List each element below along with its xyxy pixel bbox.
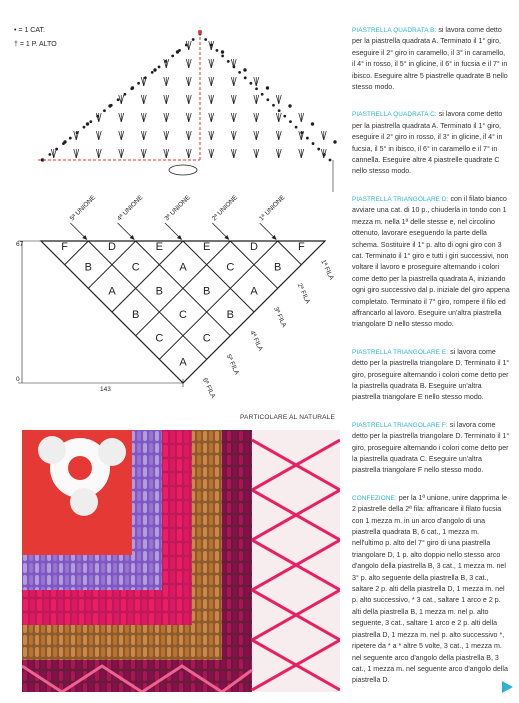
treble-stitch [164, 149, 167, 158]
treble-stitch [96, 149, 99, 158]
edge-chain-dot [210, 44, 212, 46]
treble-stitch [256, 131, 259, 140]
edge-chain-dot [267, 99, 269, 101]
treble-stitch [166, 131, 169, 140]
treble-stitch [279, 131, 282, 140]
heading-triangle-f: PIASTRELLA TRIANGOLARE F: [352, 421, 448, 429]
treble-stitch [186, 59, 189, 68]
treble-stitch [256, 113, 259, 122]
square-label: B [155, 285, 164, 298]
treble-stitch [256, 149, 259, 158]
chain-dot [154, 69, 157, 72]
treble-stitch [144, 113, 147, 122]
body-triangle-e: si lavora come detto per la piastrella triangolare D. Terminato il 1° giro, proseguire alternando i colori come detto per la piastrella quadrata B. Eseguire un'altra piastrella triangolare E nello stesso modo. [352, 347, 510, 402]
treble-stitch [189, 149, 192, 158]
edge-chain-dot [323, 154, 325, 156]
square-label: C [131, 261, 140, 274]
treble-stitch [234, 77, 237, 86]
treble-stitch [324, 131, 327, 140]
chain-dot [334, 141, 337, 144]
edge-chain-dot [256, 88, 258, 90]
photo-white-cluster-2 [98, 438, 126, 466]
instructions-column [352, 25, 510, 703]
treble-stitch [254, 113, 257, 122]
treble-stitch [254, 149, 257, 158]
treble-stitch [189, 113, 192, 122]
treble-stitch [186, 131, 189, 140]
heading-assembly: CONFEZIONE: [352, 494, 397, 502]
edge-chain-dot [222, 55, 224, 57]
edge-chain-dot [56, 148, 58, 150]
treble-stitch [119, 149, 122, 158]
edge-chain-dot [185, 44, 187, 46]
triangle-label: F [61, 241, 69, 253]
square-label: C [179, 309, 187, 321]
treble-stitch [121, 113, 124, 122]
square-label: B [226, 309, 235, 321]
stitch-diagram [8, 20, 343, 195]
union-label: 1ª UNIONE [258, 195, 287, 223]
edge-chain-dot [138, 82, 140, 84]
treble-stitch [211, 149, 214, 158]
treble-stitch [321, 131, 324, 140]
triangle-label: F [297, 241, 305, 253]
treble-stitch [189, 77, 192, 86]
paragraph-assembly [352, 493, 510, 687]
body-square-c: si lavora come detto per la piastrella quadrata A. Terminato il 1° giro, eseguire il 2° giro in rosso, il 3° in glicine, il 4° in fucsia, il 5° in ibisco, il 6° in caramello e il 7° in cannella. Eseguire altre 4 piastrelle quadrate C nello stesso modo. [352, 110, 503, 176]
legend-label-chain: = 1 CAT. [18, 27, 45, 34]
row-label: 3ª FILA [272, 306, 288, 329]
treble-stitch [141, 95, 144, 104]
body-assembly: per la 1ª unione, unire dapprima le 2 piastrelle della 2ª fila: affrancare il filato fucsia con 1 mezza m. in un arco d'angolo di una piastrella quadrata B, 6 cat., 1 mezza m. nell'ultimo p. alto del 7° giro di una piastrella triangolare D, 1 p. alto doppio nello stesso arco d'angolo della piastrella B, 3 cat., 1 mezza m. nel 3° p. alto seguente della piastrella B, 3 cat., saltare 2 p. alti della piastrella D, 1 mezza m. nel p. alto successivo, * 3 cat., saltare 1 arco e 2 p. alti della piastrella B, 1 mezza m. nel p. alto seguente, 3 cat., saltare 1 arco e 2 p. alti della piastrella D, 1 mezza m. nel p. alto successivo *, ripetere da * a * altre 5 volte, 3 cat., 1 mezza m. nel seguente arco d'angolo della piastrella B, 3 cat., 1 mezza m. nel seguente arco d'angolo della piastrella D. [352, 493, 508, 685]
treble-stitch [99, 131, 102, 140]
treble-stitch [209, 95, 212, 104]
union-label: 5ª UNIONE [68, 195, 98, 223]
body-triangle-f: si lavora come detto per la piastrella triangolare D. Terminato il 1° giro, proseguire alternando i colori come detto per la piastrella quadrata C. Eseguire un'altra piastrella triangolare F nello stesso modo. [352, 420, 510, 475]
treble-stitch [301, 149, 304, 158]
edge-chain-dot [158, 66, 160, 68]
edge-chain-dot [233, 66, 235, 68]
treble-stitch [301, 113, 304, 122]
square-label: B [273, 261, 282, 274]
treble-stitch [209, 77, 212, 86]
edge-chain-dot [117, 99, 119, 101]
heading-square-b: PIASTRELLA QUADRATA B: [352, 27, 437, 34]
treble-stitch [141, 149, 144, 158]
treble-stitch [144, 131, 147, 140]
treble-stitch [99, 149, 102, 158]
treble-stitch [54, 149, 57, 158]
edge-chain-dot [103, 110, 105, 112]
treble-stitch [234, 95, 237, 104]
treble-stitch [234, 149, 237, 158]
treble-stitch [231, 113, 234, 122]
paragraph-triangle-d [352, 194, 510, 331]
treble-stitch [256, 95, 259, 104]
body-square-b: si lavora come detto per la piastrella quadrata A. Terminato il 1° giro, eseguire il 2° giro in caramello, il 3° in caramello, il 4° in rosso, il 5° in glicine, il 6° in fucsia e il 7° in ibisco. Eseguire altre 5 piastrelle quadrate B nello stesso modo. [352, 26, 508, 92]
photo-right-area [252, 430, 340, 692]
edge-chain-dot [110, 104, 112, 106]
edge-chain-dot [49, 154, 51, 156]
treble-stitch [121, 149, 124, 158]
square-label: A [179, 356, 187, 369]
treble-stitch [234, 113, 237, 122]
heading-triangle-d: PIASTRELLA TRIANGOLARE D: [352, 195, 449, 203]
union-label: 3ª UNIONE [163, 195, 192, 223]
edge-chain-dot [144, 77, 146, 79]
chain-dot [266, 87, 269, 90]
treble-stitch [189, 131, 192, 140]
treble-stitch [211, 59, 214, 68]
stitch-diagram-svg [8, 20, 343, 195]
photo-caption: PARTICOLARE AL NATURALE [240, 414, 336, 421]
chain-dot [244, 69, 247, 72]
edge-chain-dot [124, 93, 126, 95]
treble-stitch [299, 113, 302, 122]
treble-symbol: † [14, 41, 18, 48]
chain-dot [86, 123, 89, 126]
row-label: 4ª FILA [248, 329, 264, 353]
edge-chain-dot [179, 49, 181, 51]
legend-label-treble: = 1 P. ALTO [19, 41, 57, 48]
treble-stitch [166, 77, 169, 86]
treble-stitch [76, 149, 79, 158]
triangle-label: E [202, 241, 211, 253]
treble-stitch [209, 113, 212, 122]
dimension-width-label: 143 [100, 386, 111, 393]
starting-ring [169, 165, 197, 175]
treble-stitch [234, 131, 237, 140]
paragraph-triangle-e [352, 347, 510, 404]
treble-stitch [211, 131, 214, 140]
treble-stitch [299, 149, 302, 158]
treble-stitch [121, 95, 124, 104]
treble-stitch [321, 149, 324, 158]
crochet-photo-svg [22, 430, 340, 692]
treble-stitch [144, 149, 147, 158]
treble-stitch [166, 113, 169, 122]
row-label: 2ª FILA [295, 282, 312, 305]
treble-stitch [276, 149, 279, 158]
body-triangle-d: con il filato bianco avviare una cat. di 10 p., chiuderla in tondo con 1 mezza m. nella 1ª delle stesse e, nel circolino ottenuto, lavorare eseguendo la parte della schema. Sostituire il 1° p. alto di ogni giro con 3 cat. Terminato il 1° giro e tutti i giri successivi, non voltare il lavoro e proseguire alternando i colori come detto per la piastrella quadrata A, iniziando ogni giro successivo dal p. iniziale del giro appena completato. Terminato il 7° giro, rompere il filo ed affrancarlo al lavoro. Eseguire un'altra piastrella triangolare D nello stesso modo. [352, 194, 510, 329]
edge-chain-dot [272, 104, 274, 106]
edge-chain-dot [76, 132, 78, 134]
treble-stitch [276, 113, 279, 122]
crochet-photo [22, 430, 340, 692]
triangle-label: D [250, 241, 258, 253]
treble-stitch [256, 77, 259, 86]
dimension-origin-label: 0 [16, 376, 20, 383]
grid-line [88, 241, 206, 359]
treble-stitch [279, 149, 282, 158]
treble-stitch [279, 113, 282, 122]
triangle-label: E [155, 241, 164, 253]
treble-stitch [209, 131, 212, 140]
treble-stitch [164, 77, 167, 86]
edge-chain-dot [244, 77, 246, 79]
square-label: B [202, 285, 211, 298]
treble-stitch [189, 41, 192, 50]
treble-stitch [209, 149, 212, 158]
chain-dot [289, 105, 292, 108]
edge-chain-dot [306, 137, 308, 139]
treble-stitch [189, 59, 192, 68]
photo-red-hole [68, 456, 92, 480]
edge-chain-dot [329, 159, 331, 161]
edge-chain-dot [295, 126, 297, 128]
row-label: 1ª FILA [319, 258, 335, 282]
square-label: A [108, 285, 116, 298]
square-label: B [84, 261, 93, 274]
treble-stitch [211, 113, 214, 122]
heading-square-c: PIASTRELLA QUADRATA C: [352, 111, 437, 119]
paragraph-triangle-f [352, 420, 510, 477]
triangle-label: D [108, 241, 116, 253]
treble-stitch [231, 77, 234, 86]
edge-chain-dot [278, 110, 280, 112]
heading-triangle-e: PIASTRELLA TRIANGOLARE E: [352, 348, 449, 356]
square-label: C [226, 261, 235, 274]
treble-stitch [164, 95, 167, 104]
union-label: 2ª UNIONE [210, 195, 240, 223]
edge-chain-dot [205, 38, 207, 40]
edge-chain-dot [284, 115, 286, 117]
treble-stitch [186, 149, 189, 158]
treble-stitch [74, 149, 77, 158]
edge-chain-dot [165, 60, 167, 62]
treble-stitch [96, 131, 99, 140]
edge-chain-dot [97, 115, 99, 117]
treble-stitch [231, 95, 234, 104]
treble-stitch [211, 77, 214, 86]
treble-stitch [231, 131, 234, 140]
edge-chain-dot [151, 71, 153, 73]
treble-stitch [186, 113, 189, 122]
treble-stitch [141, 77, 144, 86]
paragraph-square-c [352, 109, 510, 177]
chain-symbol: • [14, 27, 17, 34]
treble-stitch [279, 95, 282, 104]
edge-chain-dot [172, 55, 174, 57]
edge-chain-dot [301, 132, 303, 134]
edge-chain-dot [239, 71, 241, 73]
row-label: 6ª FILA [201, 377, 217, 400]
treble-stitch [276, 131, 279, 140]
treble-stitch [166, 149, 169, 158]
chain-dot [311, 123, 314, 126]
dimension-height-label: 67 [16, 241, 24, 248]
treble-stitch [121, 131, 124, 140]
paragraph-square-b [352, 25, 510, 93]
edge-chain-dot [250, 82, 252, 84]
treble-stitch [211, 95, 214, 104]
edge-chain-dot [227, 60, 229, 62]
treble-stitch [254, 95, 257, 104]
photo-white-cluster-3 [70, 488, 98, 516]
treble-stitch [141, 131, 144, 140]
treble-stitch [186, 95, 189, 104]
grid-line [112, 241, 183, 312]
treble-stitch [166, 95, 169, 104]
edge-chain-dot [312, 143, 314, 145]
edge-chain-dot [83, 126, 85, 128]
next-page-arrow-icon[interactable] [502, 681, 513, 693]
treble-stitch [164, 131, 167, 140]
square-label: A [179, 261, 187, 274]
grid-line [183, 241, 254, 312]
assembly-svg [8, 195, 343, 410]
chain-dot [221, 51, 224, 54]
treble-stitch [254, 77, 257, 86]
union-label: 4ª UNIONE [116, 195, 145, 223]
square-label: B [131, 309, 140, 321]
edge-chain-dot [62, 143, 64, 145]
edge-chain-dot [192, 38, 194, 40]
treble-stitch [51, 149, 54, 158]
edge-chain-dot [90, 121, 92, 123]
edge-chain-dot [69, 137, 71, 139]
edge-chain-dot [131, 88, 133, 90]
treble-stitch [99, 113, 102, 122]
treble-stitch [254, 131, 257, 140]
treble-stitch [119, 113, 122, 122]
square-label: C [155, 332, 164, 345]
assembly-diagram [8, 195, 343, 410]
square-label: C [202, 332, 211, 345]
treble-stitch [119, 131, 122, 140]
treble-stitch [186, 77, 189, 86]
treble-stitch [276, 95, 279, 104]
edge-chain-dot [318, 148, 320, 150]
square-label: A [250, 285, 258, 298]
treble-stitch [189, 95, 192, 104]
treble-stitch [231, 149, 234, 158]
edge-chain-dot [261, 93, 263, 95]
photo-white-cluster-1 [38, 436, 66, 464]
start-marker [198, 30, 202, 34]
edge-chain-dot [216, 49, 218, 51]
treble-stitch [144, 95, 147, 104]
row-label: 5ª FILA [224, 353, 241, 376]
treble-stitch [141, 113, 144, 122]
treble-stitch [209, 59, 212, 68]
edge-chain-dot [289, 121, 291, 123]
treble-stitch [164, 113, 167, 122]
